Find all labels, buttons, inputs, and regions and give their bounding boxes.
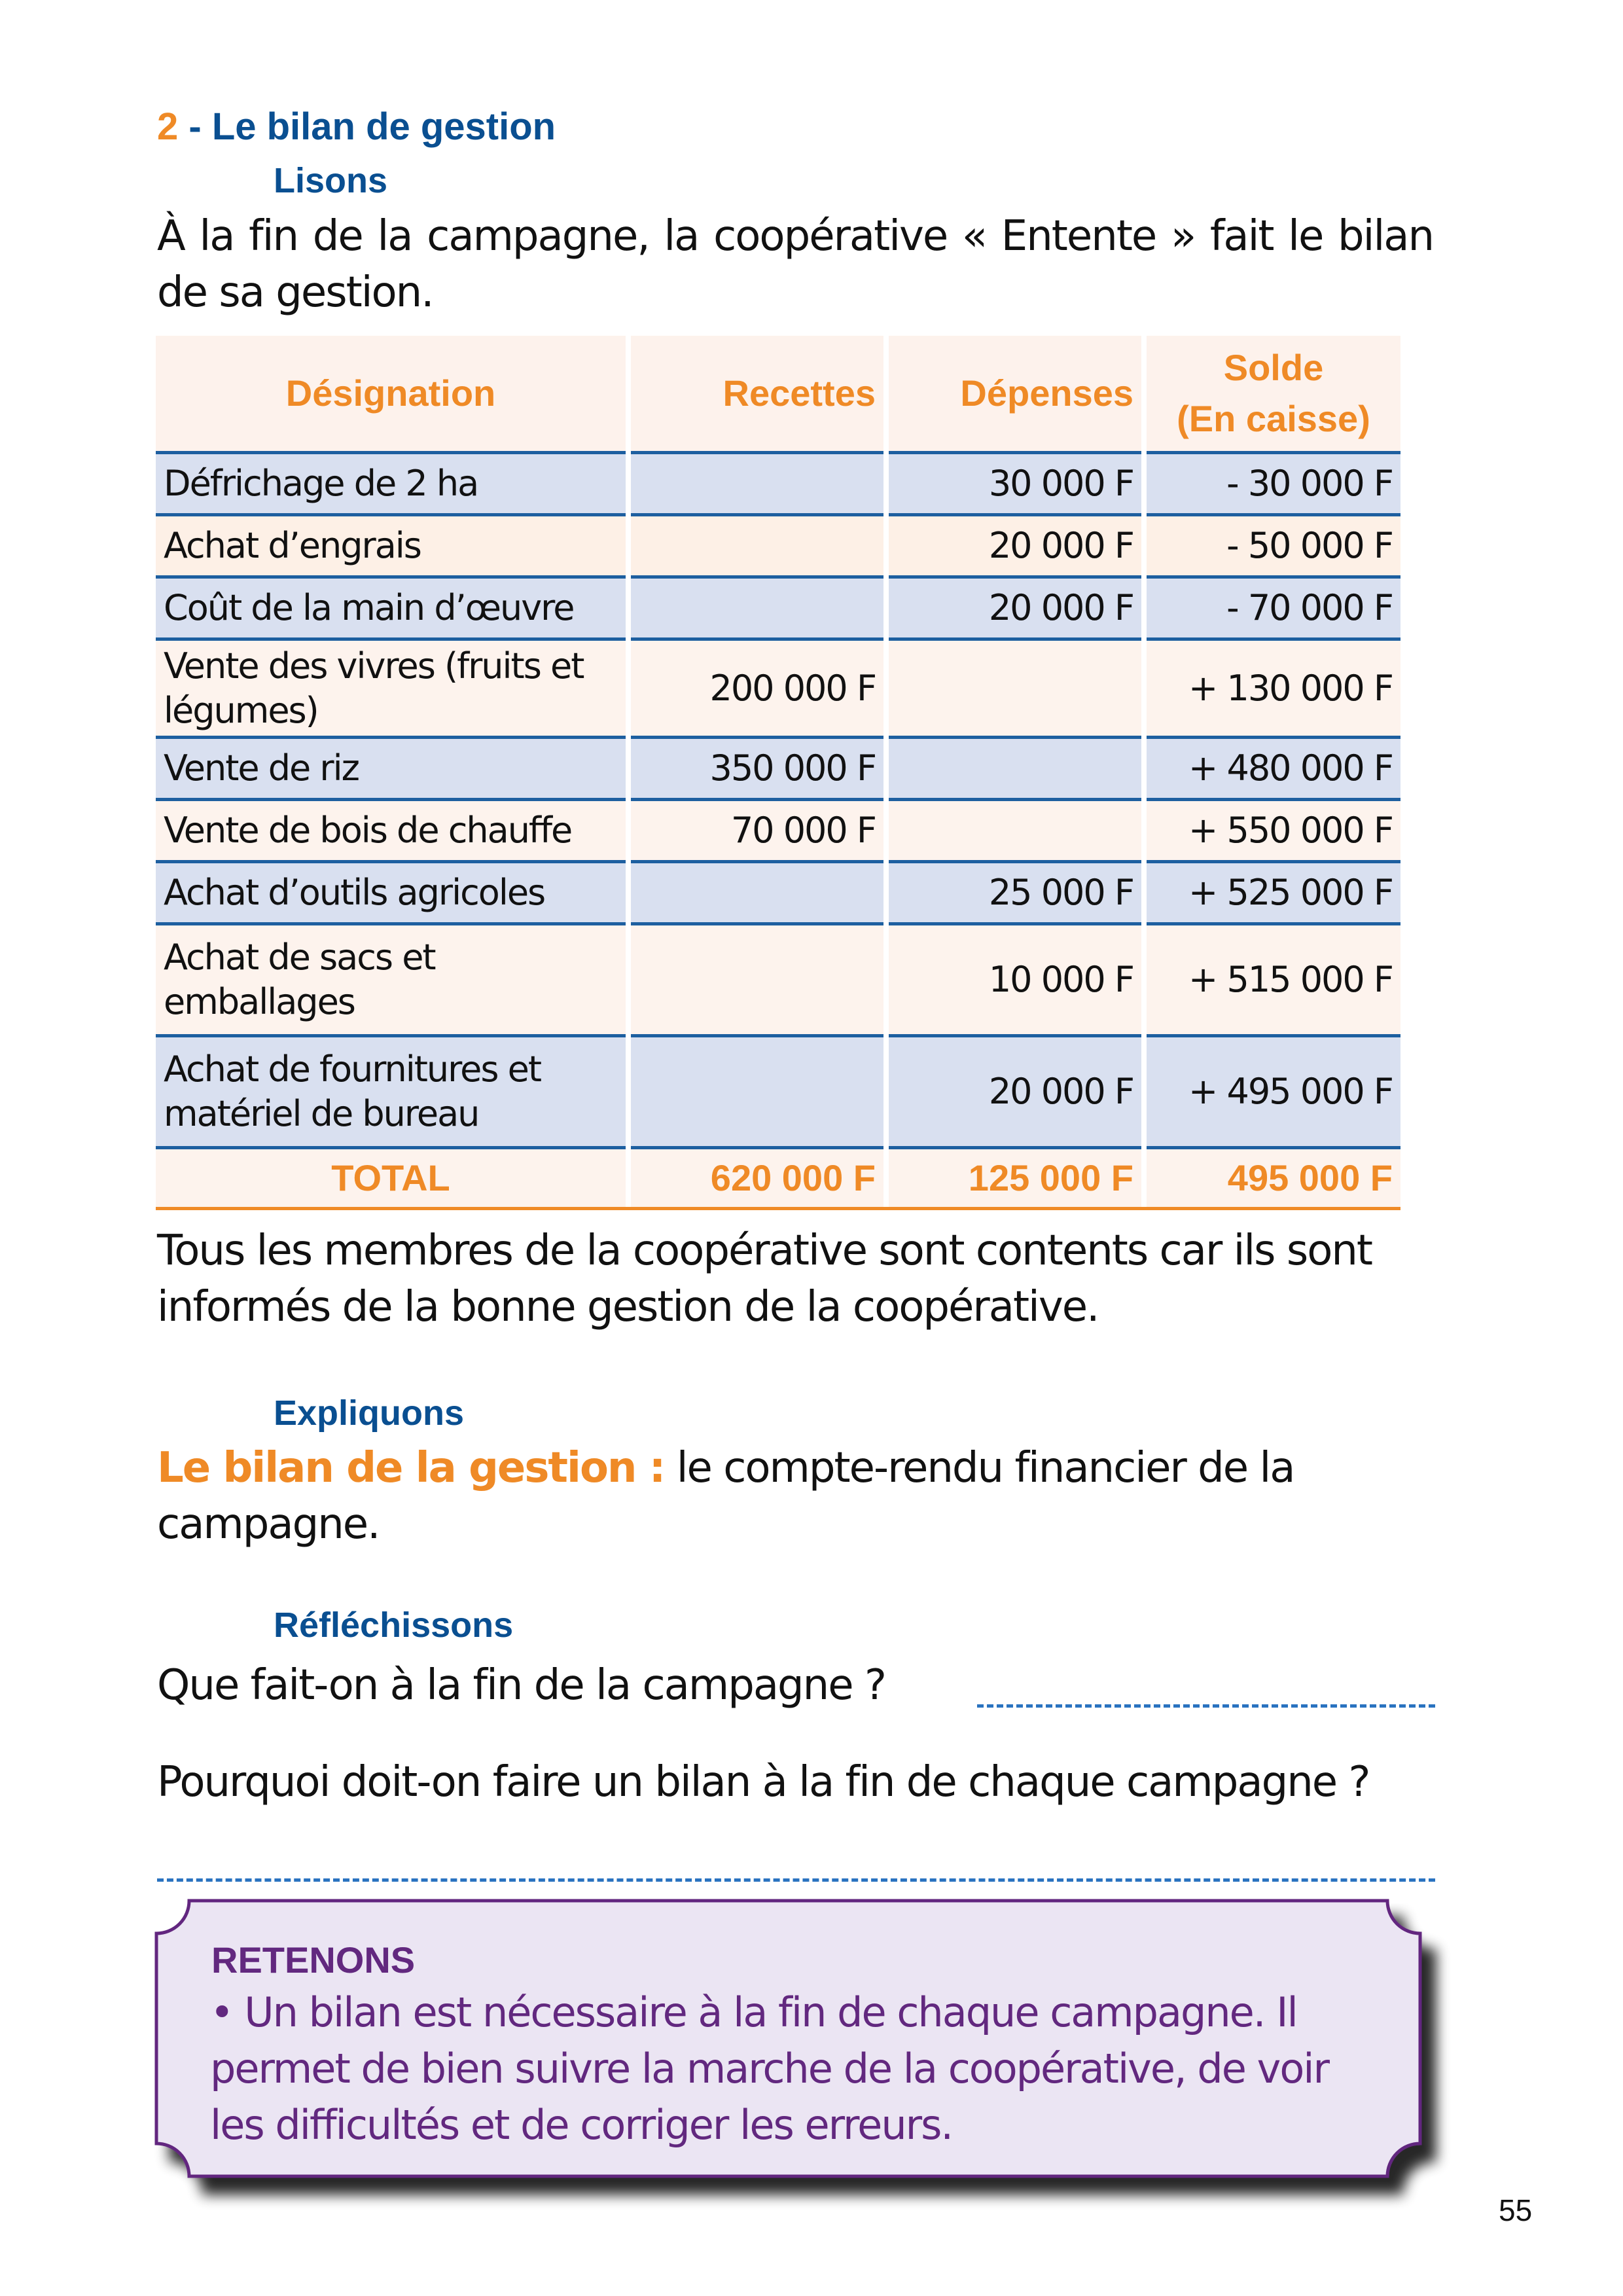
- header-solde: [1147, 336, 1400, 451]
- lisons-text: À la fin de la campagne, la coopérative « Entente » fait le bilan de sa gestion.: [157, 212, 1433, 317]
- cell-designation: Achat de sacs et emballages: [156, 925, 626, 1034]
- section-heading: [157, 105, 556, 149]
- cell-solde: - 70 000 F: [1147, 579, 1400, 637]
- lisons-label: Lisons: [274, 161, 388, 200]
- section-title: Le bilan de gestion: [211, 105, 556, 148]
- cell-solde: + 550 000 F: [1147, 801, 1400, 860]
- cell-recettes: [631, 516, 883, 575]
- cell-designation: Vente de bois de chauffe: [156, 801, 626, 860]
- cell-recettes: [631, 454, 883, 513]
- table-row: [156, 863, 1400, 922]
- cell-recettes: 350 000 F: [631, 739, 883, 798]
- cell-depenses: [889, 739, 1141, 798]
- cell-recettes: [631, 579, 883, 637]
- table-row: [156, 454, 1400, 513]
- reflechissons-label: Réfléchissons: [274, 1605, 514, 1645]
- cell-solde: + 495 000 F: [1147, 1037, 1400, 1146]
- cell-designation: Achat de fournitures et matériel de bureau: [156, 1037, 626, 1146]
- header-solde-line2: (En caisse): [1177, 398, 1370, 439]
- cell-recettes: [631, 863, 883, 922]
- total-label: TOTAL: [156, 1149, 626, 1207]
- cell-recettes: [631, 925, 883, 1034]
- header-designation: Désignation: [156, 336, 626, 451]
- table-total-row: [156, 1149, 1400, 1207]
- definition-term: Le bilan de la gestion :: [157, 1444, 665, 1492]
- cell-depenses: [889, 641, 1141, 736]
- cell-solde: - 30 000 F: [1147, 454, 1400, 513]
- header-recettes: Recettes: [631, 336, 883, 451]
- cell-depenses: 20 000 F: [889, 1037, 1141, 1146]
- cell-solde: + 130 000 F: [1147, 641, 1400, 736]
- cell-depenses: 10 000 F: [889, 925, 1141, 1034]
- cell-designation: Achat d’outils agricoles: [156, 863, 626, 922]
- cell-solde: + 480 000 F: [1147, 739, 1400, 798]
- cell-depenses: 20 000 F: [889, 516, 1141, 575]
- total-recettes: 620 000 F: [631, 1149, 883, 1207]
- bullet-icon: •: [210, 1988, 233, 2036]
- cell-designation: Défrichage de 2 ha: [156, 454, 626, 513]
- table-row: [156, 925, 1400, 1034]
- cell-depenses: [889, 801, 1141, 860]
- cell-recettes: 200 000 F: [631, 641, 883, 736]
- cell-designation: Vente de riz: [156, 739, 626, 798]
- retenons-body: Un bilan est nécessaire à la fin de chaque campagne. Il permet de bien suivre la marche de la coopérative, de voir les difficultés et de corriger les erreurs.: [210, 1988, 1329, 2149]
- cell-solde: + 515 000 F: [1147, 925, 1400, 1034]
- header-depenses: Dépenses: [889, 336, 1141, 451]
- cell-recettes: 70 000 F: [631, 801, 883, 860]
- section-separator: -: [178, 105, 212, 148]
- answer-line-1[interactable]: [977, 1704, 1435, 1708]
- after-table-text: Tous les membres de la coopérative sont contents car ils sont informés de la bonne gestion de la coopérative.: [157, 1227, 1372, 1331]
- total-solde: 495 000 F: [1147, 1149, 1400, 1207]
- table-row: [156, 801, 1400, 860]
- table-row: [156, 516, 1400, 575]
- cell-solde: - 50 000 F: [1147, 516, 1400, 575]
- table-row: [156, 739, 1400, 798]
- retenons-text: [210, 1984, 1388, 2153]
- header-solde-line1: Solde: [1223, 347, 1324, 388]
- question-1: Que fait-on à la fin de la campagne ?: [157, 1661, 885, 1710]
- table-header-row: [156, 336, 1400, 451]
- bilan-table: [156, 336, 1400, 1210]
- table-bottom-rule: [156, 1207, 1400, 1210]
- section-number: 2: [157, 105, 179, 148]
- definition: [157, 1440, 1387, 1552]
- cell-designation: Achat d’engrais: [156, 516, 626, 575]
- question-2: Pourquoi doit-on faire un bilan à la fin de chaque campagne ?: [157, 1758, 1370, 1806]
- cell-depenses: 25 000 F: [889, 863, 1141, 922]
- table-row: [156, 641, 1400, 736]
- table-row: [156, 579, 1400, 637]
- answer-line-2[interactable]: [157, 1878, 1435, 1882]
- cell-designation: Coût de la main d’œuvre: [156, 579, 626, 637]
- cell-solde: + 525 000 F: [1147, 863, 1400, 922]
- cell-recettes: [631, 1037, 883, 1146]
- total-depenses: 125 000 F: [889, 1149, 1141, 1207]
- retenons-title: RETENONS: [211, 1939, 416, 1981]
- definition-text: le compte-rendu financier de la campagne.: [157, 1444, 1294, 1549]
- page-number: 55: [1499, 2193, 1533, 2227]
- cell-depenses: 30 000 F: [889, 454, 1141, 513]
- table-row: [156, 1037, 1400, 1146]
- expliquons-label: Expliquons: [274, 1393, 465, 1433]
- cell-depenses: 20 000 F: [889, 579, 1141, 637]
- cell-designation: Vente des vivres (fruits et légumes): [156, 641, 626, 736]
- retenons-box: [155, 1899, 1421, 2178]
